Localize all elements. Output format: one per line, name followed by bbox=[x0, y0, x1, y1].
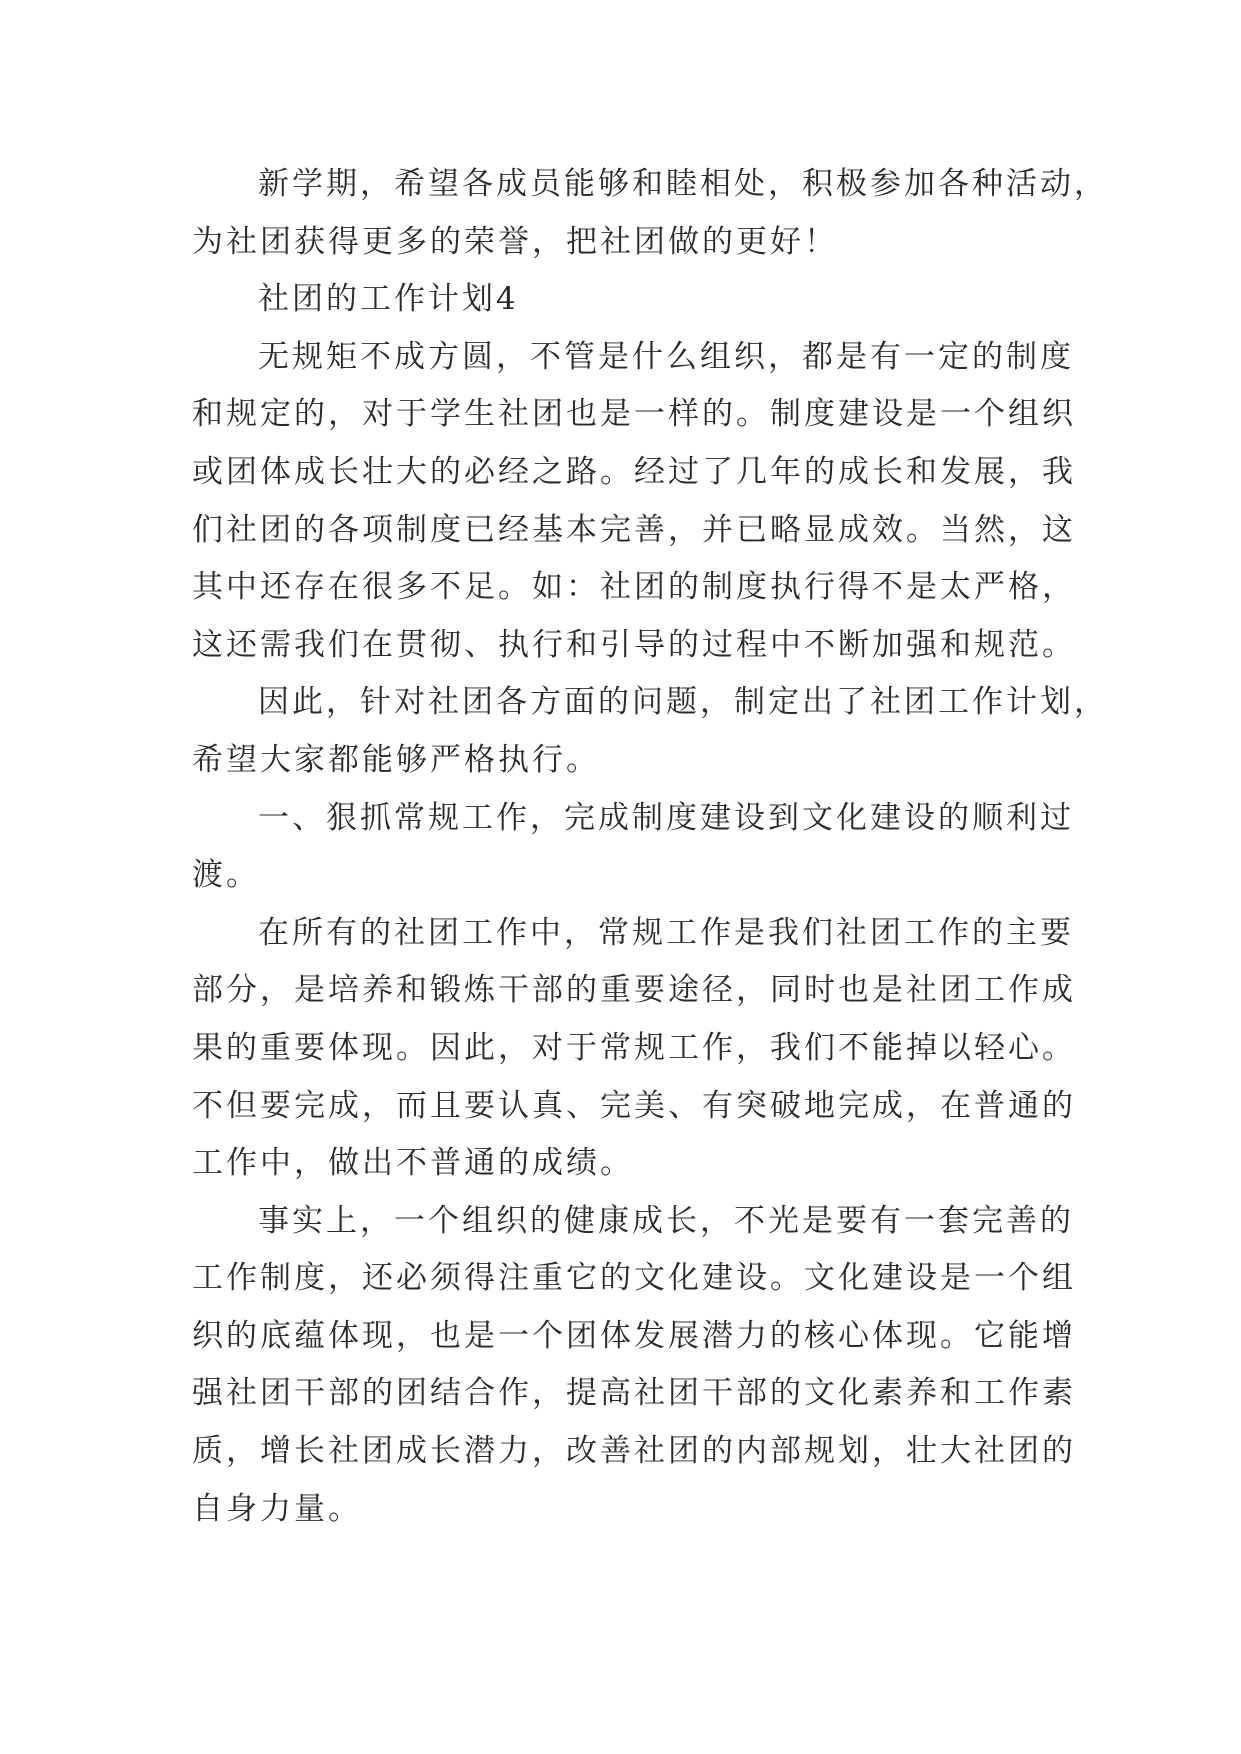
text-line: 这还需我们在贯彻、执行和引导的过程中不断加强和规范。 bbox=[192, 626, 1076, 663]
text-line: 或团体成长壮大的必经之路。经过了几年的成长和发展，我 bbox=[192, 453, 1076, 490]
text-line: 果的重要体现。因此，对于常规工作，我们不能掉以轻心。 bbox=[192, 1029, 1076, 1066]
paragraph-5 bbox=[192, 790, 1072, 905]
text-line: 渡。 bbox=[192, 857, 260, 894]
paragraph-4 bbox=[192, 674, 1108, 789]
text-line: 为社团获得更多的荣誉，把社团做的更好！ bbox=[192, 223, 838, 260]
paragraph-3 bbox=[192, 329, 1076, 675]
text-line: 们社团的各项制度已经基本完善，并已略显成效。当然，这 bbox=[192, 511, 1076, 548]
text-line: 无规矩不成方圆，不管是什么组织，都是有一定的制度 bbox=[258, 338, 1074, 375]
text-line: 其中还存在很多不足。如：社团的制度执行得不是太严格， bbox=[192, 569, 1076, 606]
section-heading bbox=[192, 271, 1072, 329]
text-line: 强社团干部的团结合作，提高社团干部的文化素养和工作素 bbox=[192, 1375, 1076, 1412]
paragraph-6 bbox=[192, 905, 1076, 1193]
text-line: 因此，针对社团各方面的问题，制定出了社团工作计划， bbox=[258, 684, 1108, 721]
text-line: 部分，是培养和锻炼干部的重要途径，同时也是社团工作成 bbox=[192, 972, 1076, 1009]
text-line: 和规定的，对于学生社团也是一样的。制度建设是一个组织 bbox=[192, 396, 1076, 433]
text-line: 自身力量。 bbox=[192, 1490, 362, 1527]
document-body bbox=[192, 156, 1108, 1538]
text-line: 社团的工作计划4 bbox=[258, 281, 519, 318]
text-line: 工作制度，还必须得注重它的文化建设。文化建设是一个组 bbox=[192, 1260, 1076, 1297]
text-line: 一、狠抓常规工作，完成制度建设到文化建设的顺利过 bbox=[258, 799, 1074, 836]
text-line: 织的底蕴体现，也是一个团体发展潜力的核心体现。它能增 bbox=[192, 1317, 1076, 1354]
text-line: 质，增长社团成长潜力，改善社团的内部规划，壮大社团的 bbox=[192, 1433, 1076, 1470]
paragraph-7 bbox=[192, 1193, 1076, 1539]
text-line: 工作中，做出不普通的成绩。 bbox=[192, 1145, 634, 1182]
text-line: 在所有的社团工作中，常规工作是我们社团工作的主要 bbox=[258, 914, 1074, 951]
text-line: 希望大家都能够严格执行。 bbox=[192, 741, 600, 778]
text-line: 新学期，希望各成员能够和睦相处，积极参加各种活动， bbox=[258, 166, 1108, 202]
paragraph-1 bbox=[192, 156, 1108, 271]
text-line: 不但要完成，而且要认真、完美、有突破地完成，在普通的 bbox=[192, 1087, 1076, 1124]
text-line: 事实上，一个组织的健康成长，不光是要有一套完善的 bbox=[258, 1202, 1074, 1239]
